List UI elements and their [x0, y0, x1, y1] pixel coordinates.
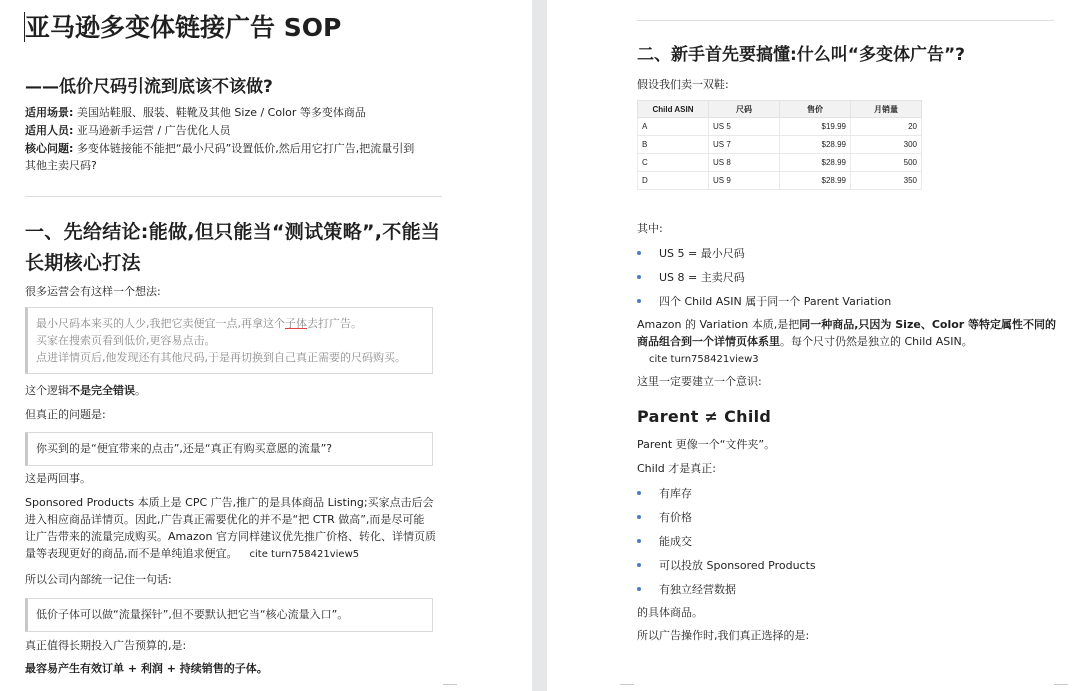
- paragraph-problem: 但真正的问题是:: [25, 408, 106, 421]
- page-top-rule: [637, 20, 1054, 21]
- bullet-icon: [637, 491, 641, 495]
- paragraph-variation-line1: Amazon 的 Variation 本质,是把同一种商品,只因为 Size、Color 等特定属性不同的: [637, 318, 1057, 331]
- paragraph-child: Child 才是真正:: [637, 462, 716, 475]
- cell-price: $19.99: [780, 118, 851, 136]
- column-header-size: 尺码: [709, 101, 780, 118]
- paragraph-parent: Parent 更像一个“文件夹”。: [637, 438, 776, 451]
- paragraph-best-child: 最容易产生有效订单 + 利润 + 持续销售的子体。: [25, 662, 268, 675]
- cell-sales: 300: [851, 136, 922, 154]
- paragraph-budget: 真正值得长期投入广告预算的,是:: [25, 639, 187, 652]
- paragraph-example: 假设我们卖一双鞋:: [637, 78, 729, 91]
- paragraph-sp-line4: 量等表现更好的商品,而不是单纯追求便宜。 cite turn758421view5: [25, 547, 360, 560]
- column-header-price: 售价: [780, 101, 851, 118]
- section1-heading-line1: 一、先给结论:能做,但只能当“测试策略”,不能当: [25, 221, 441, 243]
- cell-asin: D: [638, 172, 709, 190]
- cell-price: $28.99: [780, 172, 851, 190]
- cell-asin: A: [638, 118, 709, 136]
- bullet-icon: [637, 251, 641, 255]
- meta-audience: 适用人员: 亚马逊新手运营 / 广告优化人员: [25, 124, 231, 137]
- paragraph-variation-line2: 商品组合到一个详情页体系里。每个尺寸仍然是独立的 Child ASIN。: [637, 335, 973, 348]
- heading-parent-not-child: Parent ≠ Child: [637, 407, 772, 426]
- page-corner-mark: [1054, 684, 1068, 685]
- column-header-child-asin: Child ASIN: [638, 101, 709, 118]
- document-title: 亚马逊多变体链接广告 SOP: [25, 13, 342, 42]
- cell-sales: 350: [851, 172, 922, 190]
- paragraph-sp-line2: 进入相应商品详情页。因此,广告真正需要优化的并不是“把 CTR 做高”,而是尽可能: [25, 513, 425, 526]
- meta-question-cont: 其他主卖尺码?: [25, 159, 97, 172]
- meta-question: 核心问题: 多变体链接能不能把“最小尺码”设置低价,然后用它打广告,把流量引到: [25, 142, 415, 155]
- page-gap: [532, 0, 547, 691]
- section-divider: [25, 196, 442, 197]
- paragraph-sp-line3: 让广告带来的流量完成购买。Amazon 官方同样建议优先推广价格、转化、详情页质: [25, 530, 436, 543]
- paragraph-two-things: 这是两回事。: [25, 472, 91, 485]
- list-item: 有库存: [637, 485, 692, 501]
- quote-block-principle: 低价子体可以做“流量探针”,但不要默认把它当“核心流量入口”。: [25, 598, 433, 632]
- paragraph-choice: 所以广告操作时,我们真正选择的是:: [637, 629, 810, 642]
- cell-asin: B: [638, 136, 709, 154]
- cell-sales: 20: [851, 118, 922, 136]
- table-row: [638, 118, 922, 136]
- section2-heading: 二、新手首先要搞懂:什么叫“多变体广告”?: [637, 45, 966, 65]
- quote-block-question: 你买到的是“便宜带来的点击”,还是“真正有购买意愿的流量”?: [25, 432, 433, 466]
- column-header-monthly-sales: 月销量: [851, 101, 922, 118]
- list-item: US 8 = 主卖尺码: [637, 269, 745, 285]
- section1-heading-line2: 长期核心打法: [25, 252, 141, 274]
- citation: cite turn758421view3: [649, 354, 759, 365]
- page-corner-mark: [620, 684, 634, 685]
- paragraph-among: 其中:: [637, 222, 663, 235]
- list-item: 四个 Child ASIN 属于同一个 Parent Variation: [637, 293, 891, 309]
- bullet-icon: [637, 299, 641, 303]
- list-item: US 5 = 最小尺码: [637, 245, 745, 261]
- cell-asin: C: [638, 154, 709, 172]
- cell-price: $28.99: [780, 154, 851, 172]
- list-item: 有价格: [637, 509, 692, 525]
- cell-size: US 5: [709, 118, 780, 136]
- list-item: 有独立经营数据: [637, 581, 736, 597]
- document-page-left: [0, 0, 532, 691]
- list-item: 能成交: [637, 533, 692, 549]
- document-subtitle: ——低价尺码引流到底该不该做?: [25, 77, 273, 97]
- paragraph-goods: 的具体商品。: [637, 606, 703, 619]
- document-page-right: [547, 0, 1080, 691]
- paragraph-idea: 很多运营会有这样一个想法:: [25, 285, 161, 298]
- table-row: [638, 136, 922, 154]
- variant-table: [637, 100, 922, 190]
- cell-sales: 500: [851, 154, 922, 172]
- bullet-icon: [637, 515, 641, 519]
- table-row: [638, 154, 922, 172]
- paragraph-remember: 所以公司内部统一记住一句话:: [25, 573, 172, 586]
- cell-size: US 8: [709, 154, 780, 172]
- list-item: 可以投放 Sponsored Products: [637, 557, 816, 573]
- page-corner-mark: [443, 684, 457, 685]
- citation: cite turn758421view5: [249, 549, 360, 560]
- bullet-icon: [637, 539, 641, 543]
- cell-size: US 9: [709, 172, 780, 190]
- cell-size: US 7: [709, 136, 780, 154]
- meta-scene: 适用场景: 美国站鞋服、服装、鞋靴及其他 Size / Color 等多变体商品: [25, 106, 366, 119]
- table-row: [638, 172, 922, 190]
- bullet-icon: [637, 275, 641, 279]
- cell-price: $28.99: [780, 136, 851, 154]
- paragraph-sp-line1: Sponsored Products 本质上是 CPC 广告,推广的是具体商品 Listing;买家点击后会: [25, 496, 434, 509]
- quote-block-thought: 最小尺码本来买的人少,我把它卖便宜一点,再拿这个子体去打广告。 买家在搜索页看到低价,更容易点击。 点进详情页后,他发现还有其他尺码,于是再切换到自己真正需要的尺码购买。: [25, 307, 433, 374]
- table-header-row: [638, 101, 922, 118]
- bullet-icon: [637, 563, 641, 567]
- bullet-icon: [637, 587, 641, 591]
- paragraph-logic: 这个逻辑不是完全错误。: [25, 384, 146, 397]
- paragraph-awareness: 这里一定要建立一个意识:: [637, 375, 762, 388]
